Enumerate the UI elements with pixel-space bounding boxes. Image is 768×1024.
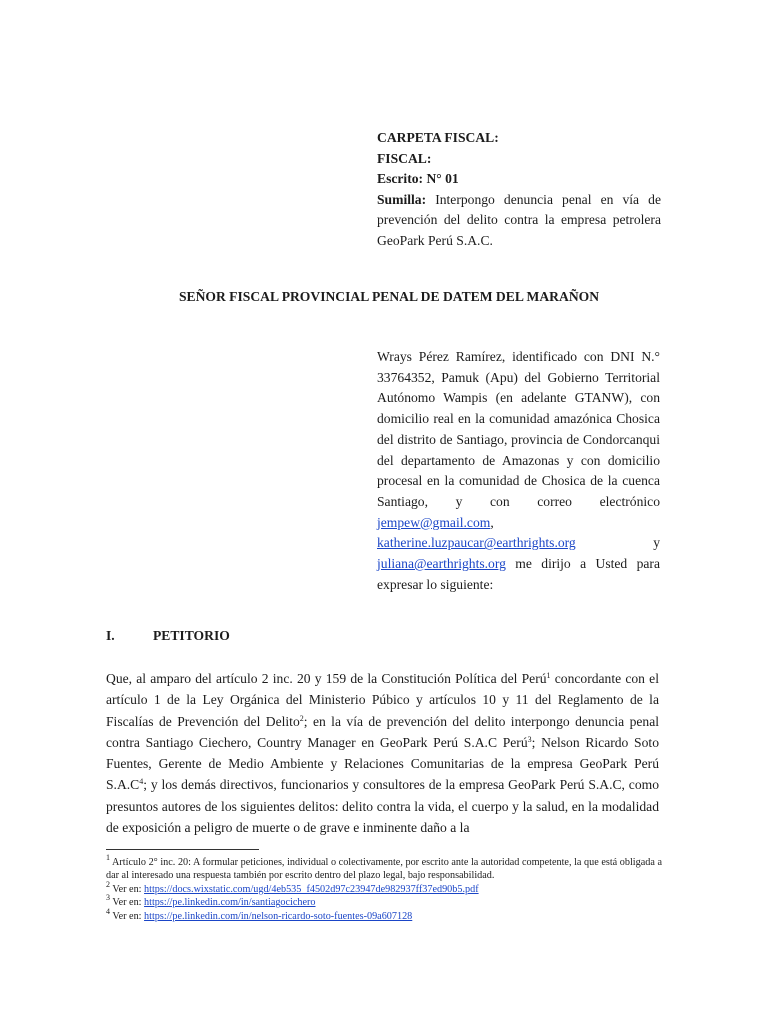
footnote-ref[interactable]: 4 — [139, 777, 144, 787]
footnote-ref[interactable]: 1 — [546, 671, 551, 680]
section-heading — [106, 628, 230, 644]
footnote-number: 2 — [106, 879, 110, 889]
addressee-heading: SEÑOR FISCAL PROVINCIAL PENAL DE DATEM DEL MARAÑON — [178, 289, 600, 304]
footnote-text: Ver en: — [110, 910, 145, 922]
body-text: ; en la vía de prevención del delito interpongo denuncia penal contra Santiago Ciechero, Country Manager en GeoPark Perú S.A.C Perú — [106, 713, 660, 750]
footnote-number: 1 — [106, 853, 110, 862]
separator: , — [490, 514, 494, 530]
body-text: Que, al amparo del artículo 2 inc. 20 y 159 de la Constitución Política del Perú — [106, 671, 547, 686]
footnote-link-linkedin-ciechero[interactable]: https://pe.linkedin.com/in/santiagocichero — [144, 897, 316, 909]
footnote-ref[interactable]: 2 — [299, 713, 304, 723]
case-header — [377, 128, 661, 251]
section-title: PETITORIO — [153, 628, 230, 643]
body-text: ; y los demás directivos, funcionarios y consultores de la empresa GeoPark Perú S.A.C, como presuntos autores de los siguientes delitos: delito contra la vida, el cuerpo y la salud, en la modalidad de exposición a peligro de muerte o de grave e inminente daño a la — [106, 777, 659, 836]
escrito-number: Escrito: N° 01 — [377, 171, 459, 186]
footnote-text: Ver en: — [110, 883, 145, 895]
footnote-number: 3 — [106, 893, 110, 903]
footnote-1 — [106, 853, 662, 883]
footnote-number: 4 — [106, 906, 110, 916]
intro-paragraph — [377, 347, 660, 595]
email-link-jempew[interactable]: jempew@gmail.com — [377, 514, 491, 530]
footnote-text: Ver en: — [110, 897, 145, 909]
intro-closing-text: me dirijo a Usted para expresar lo siguiente: — [377, 556, 660, 592]
footnote-link-linkedin-soto[interactable]: https://pe.linkedin.com/in/nelson-ricardo-soto-fuentes-09a607128 — [144, 910, 413, 922]
petitorio-paragraph — [106, 668, 659, 838]
footnote-ref[interactable]: 3 — [527, 734, 532, 744]
sumilla-text: Interpongo denuncia penal en vía de prevención del delito contra la empresa petrolera GeoPark Perú S.A.C. — [377, 191, 661, 248]
section-number: I. — [106, 628, 115, 643]
carpeta-fiscal-label: CARPETA FISCAL: — [377, 130, 499, 145]
sumilla-label: Sumilla: — [377, 191, 427, 207]
footnote-separator — [106, 849, 259, 850]
footnote-3 — [106, 893, 662, 909]
footnote-2 — [106, 879, 662, 896]
fiscal-label: FISCAL: — [377, 150, 432, 166]
body-text: concordante con el artículo 1 de la Ley Orgánica del Ministerio Púbico y artículos 10 y 11 del Reglamento de la Fiscalías de Prevención del Delito — [106, 671, 659, 729]
footnote-4 — [106, 906, 662, 923]
footnote-text: Artículo 2° inc. 20: A formular peticiones, individual o colectivamente, por escrito ante la autoridad competente, la que está obligada a dar al interesado una respuesta también por escrito dentro del plazo legal, bajo responsabilidad. — [106, 857, 662, 882]
separator: y — [575, 535, 660, 551]
email-link-juliana[interactable]: juliana@earthrights.org — [377, 556, 506, 572]
footnotes — [106, 853, 662, 923]
email-link-katherine[interactable]: katherine.luzpaucar@earthrights.org — [377, 535, 576, 551]
body-text: ; Nelson Ricardo Soto Fuentes, Gerente de Medio Ambiente y Relaciones Comunitarias de la empresa GeoPark Perú S.A.C — [106, 734, 659, 793]
intro-text: Wrays Pérez Ramírez, identificado con DNI N.° 33764352, Pamuk (Apu) del Gobierno Territorial Autónomo Wampis (en adelante GTANW), con domicilio real en la comunidad amazónica Chosica del distrito de Santiago, provincia de Condorcanqui del departamento de Amazonas y con domicilio procesal en la comunidad de Chosica de la cuenca Santiago, y con correo electrónico — [377, 349, 660, 509]
footnote-link-wixstatic[interactable]: https://docs.wixstatic.com/ugd/4eb535_f4502d97c23947de982937ff37ed90b5.pdf — [144, 883, 479, 895]
sumilla — [377, 190, 661, 252]
